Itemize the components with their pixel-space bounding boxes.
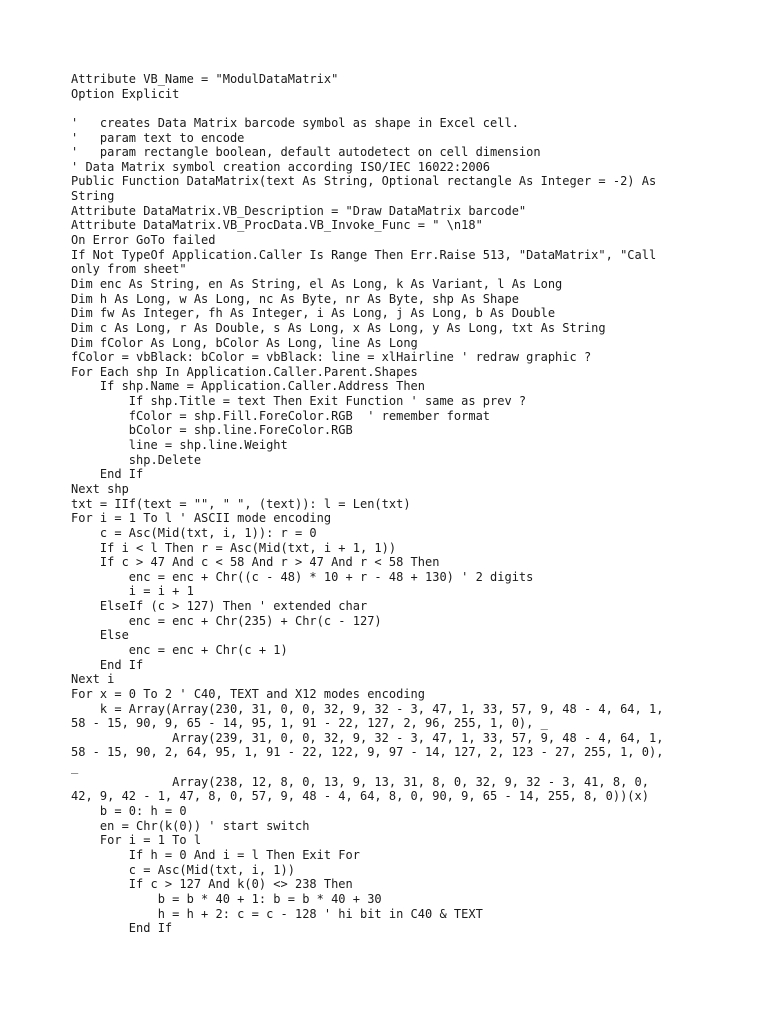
code-line: k = Array(Array(230, 31, 0, 0, 32, 9, 32 - 3, 47, 1, 33, 57, 9, 48 - 4, 64, 1, xyxy=(71,701,664,716)
code-line: Option Explicit xyxy=(71,86,180,101)
code-line: ' param text to encode xyxy=(71,130,245,145)
code-line: Dim c As Long, r As Double, s As Long, x As Long, y As Long, txt As String xyxy=(71,320,606,335)
code-line: End If xyxy=(71,657,144,672)
code-line: 58 - 15, 90, 9, 65 - 14, 95, 1, 91 - 22, 127, 2, 96, 255, 1, 0), _ xyxy=(71,716,548,731)
code-line: Attribute DataMatrix.VB_Description = "Draw DataMatrix barcode" xyxy=(71,203,527,218)
code-line: en = Chr(k(0)) ' start switch xyxy=(71,818,310,833)
code-line: b = b * 40 + 1: b = b * 40 + 30 xyxy=(71,891,382,906)
code-line: Dim fw As Integer, fh As Integer, i As Long, j As Long, b As Double xyxy=(71,306,556,321)
code-line: enc = enc + Chr(c + 1) xyxy=(71,642,288,657)
code-line: If Not TypeOf Application.Caller Is Range Then Err.Raise 513, "DataMatrix", "Call xyxy=(71,247,657,262)
code-line: Dim fColor As Long, bColor As Long, line As Long xyxy=(71,335,418,350)
code-line: 42, 9, 42 - 1, 47, 8, 0, 57, 9, 48 - 4, 64, 8, 0, 90, 9, 65 - 14, 255, 8, 0))(x) xyxy=(71,789,649,804)
code-line: Else xyxy=(71,628,129,643)
code-line: Public Function DataMatrix(text As String, Optional rectangle As Integer = -2) As xyxy=(71,174,657,189)
code-line: If h = 0 And i = l Then Exit For xyxy=(71,847,360,862)
code-line: Dim enc As String, en As String, el As Long, k As Variant, l As Long xyxy=(71,276,563,291)
code-line: If i < l Then r = Asc(Mid(txt, i + 1, 1)) xyxy=(71,540,397,555)
code-line: If c > 47 And c < 58 And r > 47 And r < 58 Then xyxy=(71,555,440,570)
code-line: ' param rectangle boolean, default autodetect on cell dimension xyxy=(71,145,541,160)
code-line: For x = 0 To 2 ' C40, TEXT and X12 modes encoding xyxy=(71,686,426,701)
code-line: txt = IIf(text = "", " ", (text)): l = Len(txt) xyxy=(71,496,411,511)
code-line: h = h + 2: c = c - 128 ' hi bit in C40 & TEXT xyxy=(71,906,483,921)
code-line: enc = enc + Chr(235) + Chr(c - 127) xyxy=(71,613,382,628)
code-line: If c > 127 And k(0) <> 238 Then xyxy=(71,877,353,892)
code-line: b = 0: h = 0 xyxy=(71,804,187,819)
code-line: enc = enc + Chr((c - 48) * 10 + r - 48 + 130) ' 2 digits xyxy=(71,569,534,584)
code-line: 58 - 15, 90, 2, 64, 95, 1, 91 - 22, 122, 9, 97 - 14, 127, 2, 123 - 27, 255, 1, 0), xyxy=(71,745,664,760)
code-line: c = Asc(Mid(txt, i, 1)): r = 0 xyxy=(71,525,317,540)
code-line: line = shp.line.Weight xyxy=(71,438,288,453)
code-line: fColor = shp.Fill.ForeColor.RGB ' remember format xyxy=(71,408,491,423)
code-line: Dim h As Long, w As Long, nc As Byte, nr As Byte, shp As Shape xyxy=(71,291,519,306)
code-line: For i = 1 To l ' ASCII mode encoding xyxy=(71,511,332,526)
code-line: If shp.Title = text Then Exit Function ' same as prev ? xyxy=(71,394,527,409)
code-line: Next shp xyxy=(71,481,129,496)
code-line: i = i + 1 xyxy=(71,584,194,599)
code-listing xyxy=(71,72,691,936)
code-line: shp.Delete xyxy=(71,452,202,467)
code-line: ' Data Matrix symbol creation according ISO/IEC 16022:2006 xyxy=(71,159,491,174)
code-line: Array(238, 12, 8, 0, 13, 9, 13, 31, 8, 0, 32, 9, 32 - 3, 41, 8, 0, xyxy=(71,774,649,789)
code-line: End If xyxy=(71,921,173,936)
code-line: c = Asc(Mid(txt, i, 1)) xyxy=(71,862,295,877)
code-line: fColor = vbBlack: bColor = vbBlack: line = xlHairline ' redraw graphic ? xyxy=(71,350,592,365)
code-line: ElseIf (c > 127) Then ' extended char xyxy=(71,599,368,614)
code-line: _ xyxy=(71,760,79,775)
code-line: For Each shp In Application.Caller.Parent.Shapes xyxy=(71,364,418,379)
code-line: ' creates Data Matrix barcode symbol as shape in Excel cell. xyxy=(71,115,519,130)
code-line: Array(239, 31, 0, 0, 32, 9, 32 - 3, 47, 1, 33, 57, 9, 48 - 4, 64, 1, xyxy=(71,730,664,745)
code-line: For i = 1 To l xyxy=(71,833,202,848)
code-line: only from sheet" xyxy=(71,262,187,277)
code-line: If shp.Name = Application.Caller.Address Then xyxy=(71,379,426,394)
code-line: End If xyxy=(71,467,144,482)
code-line: Next i xyxy=(71,672,115,687)
code-line xyxy=(71,101,691,116)
code-line: Attribute VB_Name = "ModulDataMatrix" xyxy=(71,72,339,86)
code-line: bColor = shp.line.ForeColor.RGB xyxy=(71,423,353,438)
code-line: Attribute DataMatrix.VB_ProcData.VB_Invoke_Func = " \n18" xyxy=(71,218,483,233)
code-line: On Error GoTo failed xyxy=(71,233,216,248)
code-line: String xyxy=(71,189,115,204)
